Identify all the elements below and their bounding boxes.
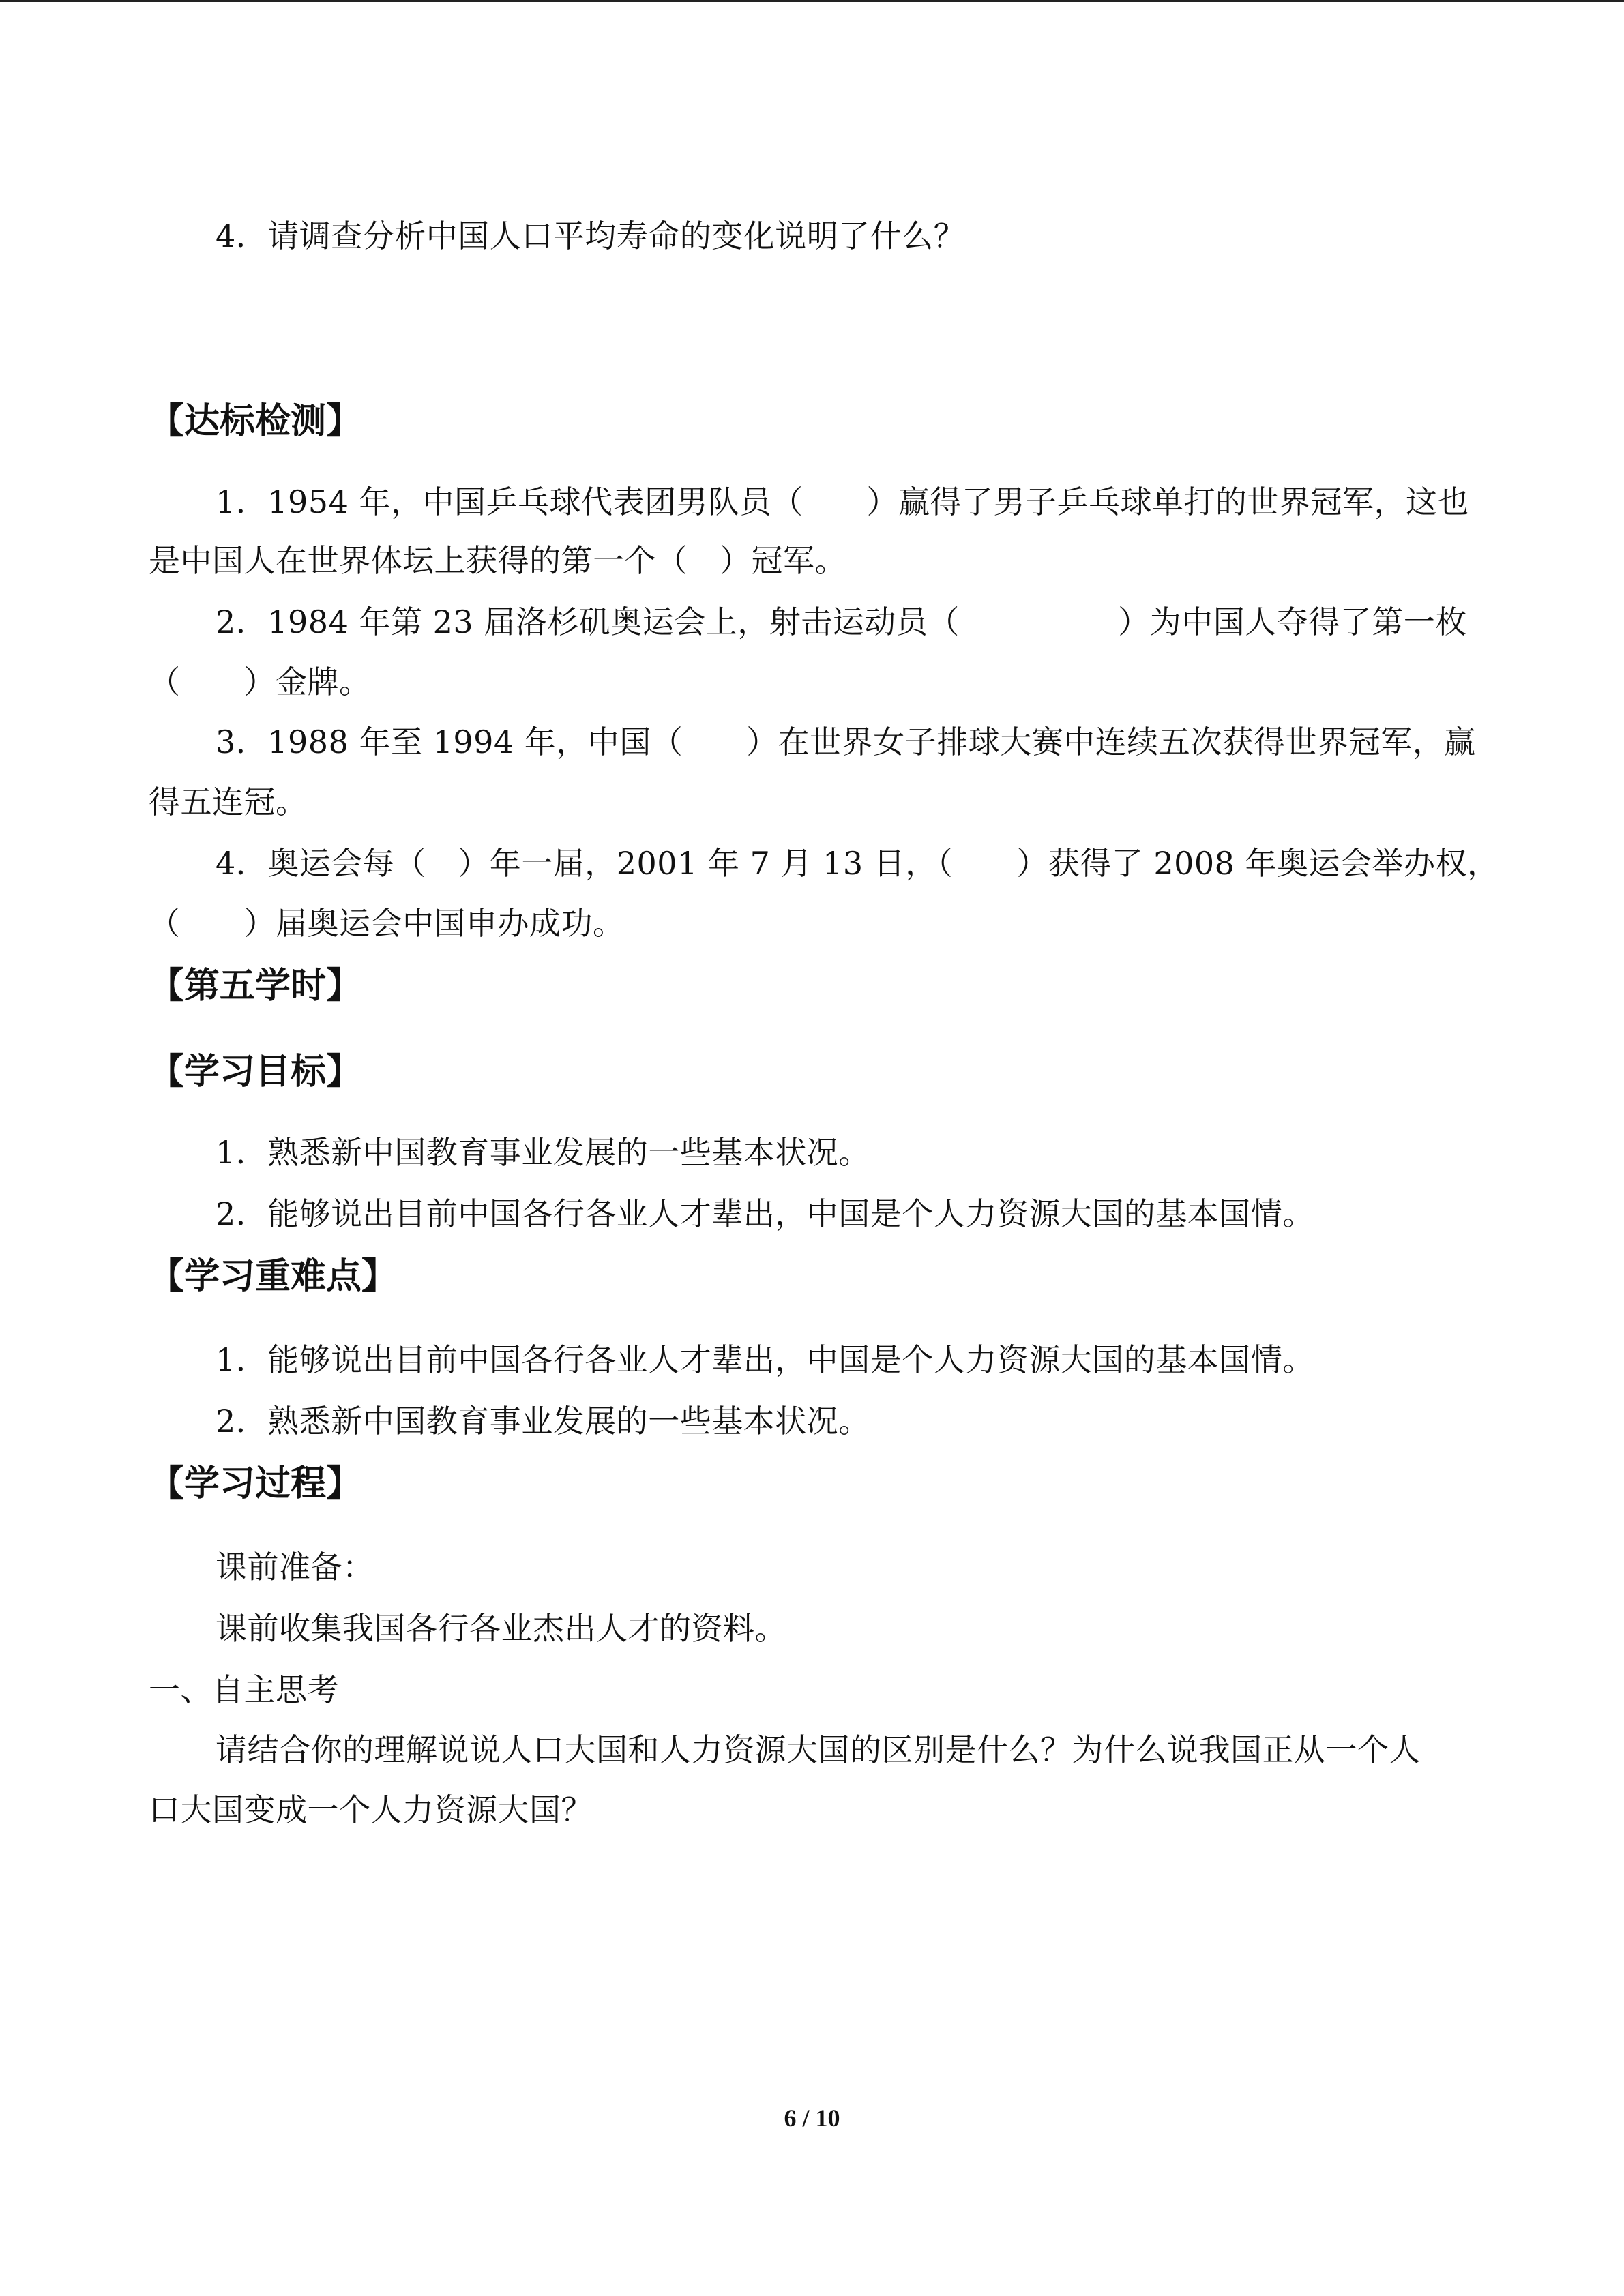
test-line-3: 2．1984 年第 23 届洛杉矶奥运会上，射击运动员（ ）为中国人夺得了第一枚 <box>216 603 1467 640</box>
part1-line-1: 请结合你的理解说说人口大国和人力资源大国的区别是什么？为什么说我国正从一个人 <box>216 1731 1421 1768</box>
test-line-6: 得五连冠。 <box>149 784 308 820</box>
heading-test: 【达标检测】 <box>149 401 362 442</box>
heading-goals: 【学习目标】 <box>149 1052 362 1092</box>
test-line-4: （ ）金牌。 <box>149 664 371 700</box>
prep-text: 课前收集我国各行各业杰出人才的资料。 <box>216 1610 786 1647</box>
heading-keypoints: 【学习重难点】 <box>149 1256 398 1297</box>
test-line-8: （ ）届奥运会中国申办成功。 <box>149 905 625 942</box>
top-border-rule <box>0 0 1624 2</box>
test-line-7: 4．奥运会每（ ）年一届，2001 年 7 月 13 日，（ ）获得了 2008 年奥运会举办权， <box>216 845 1499 882</box>
heading-process: 【学习过程】 <box>149 1463 362 1504</box>
keypoint-line-1: 1．能够说出目前中国各行各业人才辈出，中国是个人力资源大国的基本国情。 <box>216 1341 1314 1378</box>
test-line-2: 是中国人在世界体坛上获得的第一个（ ）冠军。 <box>149 542 846 579</box>
goal-line-1: 1．熟悉新中国教育事业发展的一些基本状况。 <box>216 1134 870 1171</box>
prep-label: 课前准备： <box>216 1549 374 1585</box>
top-question: 4．请调查分析中国人口平均寿命的变化说明了什么？ <box>216 218 966 254</box>
keypoint-line-2: 2．熟悉新中国教育事业发展的一些基本状况。 <box>216 1403 870 1440</box>
part1-line-2: 口大国变成一个人力资源大国？ <box>149 1791 593 1828</box>
goal-line-2: 2．能够说出目前中国各行各业人才辈出，中国是个人力资源大国的基本国情。 <box>216 1195 1314 1232</box>
test-line-5: 3．1988 年至 1994 年，中国（ ）在世界女子排球大赛中连续五次获得世界冠军，赢 <box>216 724 1476 760</box>
part1-title: 一、自主思考 <box>149 1671 339 1708</box>
test-line-1: 1．1954 年，中国乒乓球代表团男队员（ ）赢得了男子乒乓球单打的世界冠军，这也 <box>216 483 1469 520</box>
page-number: 6 / 10 <box>784 2104 840 2132</box>
heading-lesson-5: 【第五学时】 <box>149 966 362 1007</box>
